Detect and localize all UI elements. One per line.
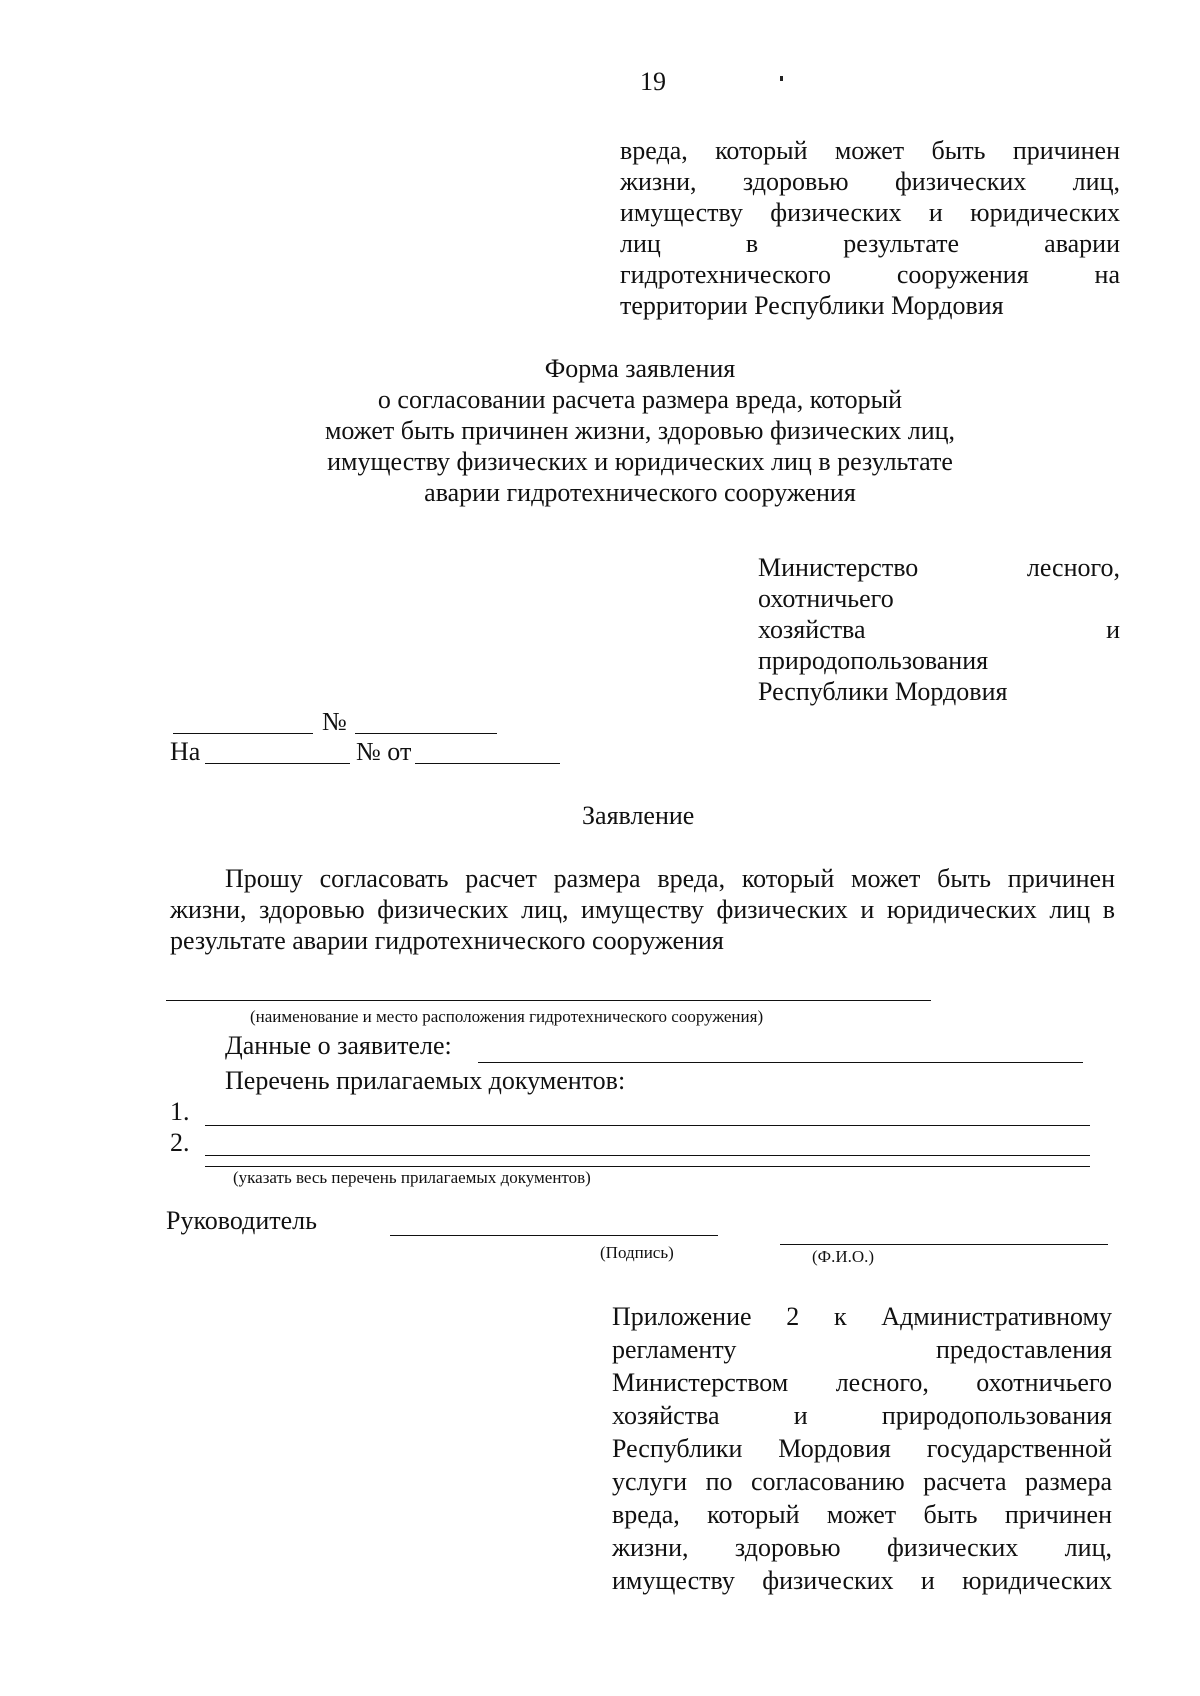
- signature-line: [390, 1235, 718, 1236]
- header-line: жизни, здоровью физических лиц,: [620, 167, 1120, 196]
- addressee-line: Республики Мордовия: [758, 677, 1008, 706]
- incoming-date-line: [415, 763, 560, 764]
- header-line: вреда, который может быть причинен: [620, 136, 1120, 165]
- name-line: [780, 1244, 1108, 1245]
- appendix-line: имуществу физических и юридических: [612, 1566, 1112, 1595]
- from-label: № от: [356, 737, 412, 766]
- form-title-line: о согласовании расчета размера вреда, который: [377, 385, 903, 414]
- outgoing-date-line: [173, 733, 313, 734]
- incoming-number-line: [205, 763, 350, 764]
- appendix-line: жизни, здоровью физических лиц,: [612, 1533, 1112, 1562]
- doc-list-underline: [205, 1166, 1090, 1167]
- appendix-line: Приложение 2 к Административному: [612, 1302, 1112, 1331]
- number-sign-label: №: [322, 707, 347, 736]
- documents-label: Перечень прилагаемых документов:: [225, 1066, 626, 1095]
- name-caption: (Ф.И.О.): [812, 1247, 875, 1266]
- signature-caption: (Подпись): [600, 1243, 674, 1262]
- header-line: имуществу физических и юридических: [620, 198, 1120, 227]
- scan-speck: [780, 76, 783, 81]
- structure-name-line: [166, 1000, 931, 1001]
- appendix-line: регламенту предоставления: [612, 1335, 1112, 1364]
- addressee-line: Министерство лесного,: [758, 553, 1120, 582]
- appendix-line: вреда, который может быть причинен: [612, 1500, 1112, 1529]
- applicant-label: Данные о заявителе:: [225, 1031, 452, 1060]
- appendix-line: Республики Мордовия государственной: [612, 1434, 1112, 1463]
- appendix-line: услуги по согласованию расчета размера: [612, 1467, 1112, 1496]
- form-title-line: аварии гидротехнического сооружения: [424, 478, 856, 507]
- addressee-line: хозяйства и: [758, 615, 1120, 644]
- outgoing-number-line: [355, 733, 497, 734]
- page-number: 19: [640, 67, 666, 96]
- doc-item-line: [205, 1125, 1090, 1126]
- statement-title: Заявление: [582, 801, 695, 830]
- addressee-line: охотничьего: [758, 584, 894, 613]
- form-title-line: имуществу физических и юридических лиц в результате: [327, 447, 953, 476]
- header-line: гидротехнического сооружения на: [620, 260, 1120, 289]
- doc-item-number: 2.: [170, 1128, 190, 1157]
- head-label: Руководитель: [166, 1206, 317, 1235]
- addressee-line: природопользования: [758, 646, 989, 675]
- form-title-line: Форма заявления: [544, 354, 736, 383]
- header-line: территории Республики Мордовия: [620, 291, 1004, 320]
- header-line: лиц в результате аварии: [620, 229, 1120, 258]
- applicant-line: [478, 1062, 1083, 1063]
- documents-caption: (указать весь перечень прилагаемых документов): [233, 1168, 591, 1187]
- structure-caption: (наименование и место расположения гидротехнического сооружения): [250, 1007, 764, 1026]
- form-title: [240, 353, 1040, 508]
- na-label: На: [170, 737, 201, 766]
- doc-item-line: [205, 1155, 1090, 1156]
- form-title-line: может быть причинен жизни, здоровью физических лиц,: [324, 416, 956, 445]
- appendix-line: хозяйства и природопользования: [612, 1401, 1112, 1430]
- addressee-block: [758, 552, 1120, 707]
- statement-body: Прошу согласовать расчет размера вреда, который может быть причинен жизни, здоровью физических лиц, имуществу физических и юридических лиц в результате аварии гидротехнического сооружения: [170, 864, 1115, 955]
- header-block: [620, 135, 1120, 321]
- appendix-line: Министерством лесного, охотничьего: [612, 1368, 1112, 1397]
- appendix-block: [612, 1300, 1112, 1597]
- doc-item-number: 1.: [170, 1097, 190, 1126]
